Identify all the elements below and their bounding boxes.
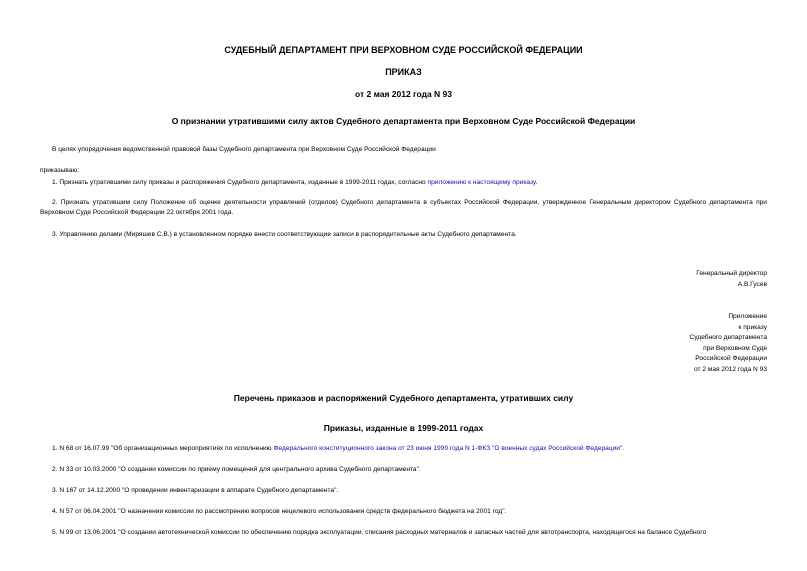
organization-heading: СУДЕБНЫЙ ДЕПАРТАМЕНТ ПРИ ВЕРХОВНОМ СУДЕ РОССИЙСКОЙ ФЕДЕРАЦИИ [224, 45, 583, 55]
signature-name: А.В.Гусев [737, 280, 767, 288]
appendix-note-line-6: от 2 мая 2012 года N 93 [693, 365, 767, 373]
appendix-note-line-3: Судебного департамента [689, 334, 767, 341]
list-item-5: 5. N 99 от 13.06.2001 "О создании автотехнической комиссии по обеспечению порядка эксплуатации, списания расходных материалов и запасных частей для автотранспорта, находящегося на балансе Судебного [52, 529, 707, 536]
signature-block [696, 269, 767, 290]
appendix-note-line-5: Российской Федерации [695, 355, 767, 362]
order-item-1-text: 1. Признать утратившими силу приказы и распоряжения Судебного департамента, изданные в 1999-2011 годах, согласно [52, 179, 428, 186]
intro-paragraph: В целях упорядочения ведомственной правовой базы Судебного департамента при Верховном Суде Российской Федерации [52, 146, 436, 153]
list-item-1-text: 1. N 68 от 16.07.99 "Об организационных мероприятиях по исполнению [52, 445, 274, 452]
list-subtitle: Приказы, изданные в 1999-2011 годах [323, 423, 484, 433]
order-item-1-end: . [535, 179, 538, 186]
appendix-note [690, 312, 767, 375]
list-item-1-end: . [622, 445, 625, 452]
appendix-note-line-1: Приложение [728, 313, 767, 320]
list-title: Перечень приказов и распоряжений Судебного департамента, утративших силу [233, 393, 574, 403]
list-item-1 [52, 444, 767, 454]
appendix-link[interactable]: приложению к настоящему приказу [427, 179, 536, 186]
document-title: О признании утратившими силу актов Судебного департамента при Верховном Суде Российской Федерации [171, 116, 636, 126]
order-word: приказываю: [40, 167, 80, 174]
signature-position: Генеральный директор [696, 270, 767, 277]
appendix-note-line-4: при Верховном Суде [703, 344, 767, 352]
order-item-3: 3. Управлению делами (Миряшев С.В.) в установленном порядке внести соответствующие записи в распорядительные акты Судебного департамента. [52, 231, 517, 238]
document-date: от 2 мая 2012 года N 93 [354, 89, 453, 99]
order-item-2: 2. Признать утратившим силу Положение об оценке деятельности управлений (отделов) Судебного департамента в субъектах Российской Федерации, утвержденное Генеральным директором Судебного департамента при Верховном Суде Российской Федерации 22 октября 2001 года. [40, 199, 767, 216]
list-item-4: 4. N 57 от 06.04.2001 "О назначении комиссии по рассмотрению вопросов нецелевого использования средств федерального бюджета на 2001 год". [52, 508, 507, 515]
order-item-1 [52, 178, 767, 188]
document-type-heading: ПРИКАЗ [385, 67, 422, 77]
federal-law-link[interactable]: Федерального конституционного закона от 23 июня 1999 года N 1-ФКЗ "О военных судах Российской Федерации" [273, 445, 623, 452]
list-item-3: 3. N 167 от 14.12.2000 "О проведении инвентаризации в аппарате Судебного департамента". [52, 487, 339, 494]
appendix-note-line-2: к приказу [738, 323, 767, 331]
list-item-2: 2. N 33 от 10.03.2000 "О создании комиссии по приему помещений для центрального архива Судебного департамента". [52, 466, 421, 473]
